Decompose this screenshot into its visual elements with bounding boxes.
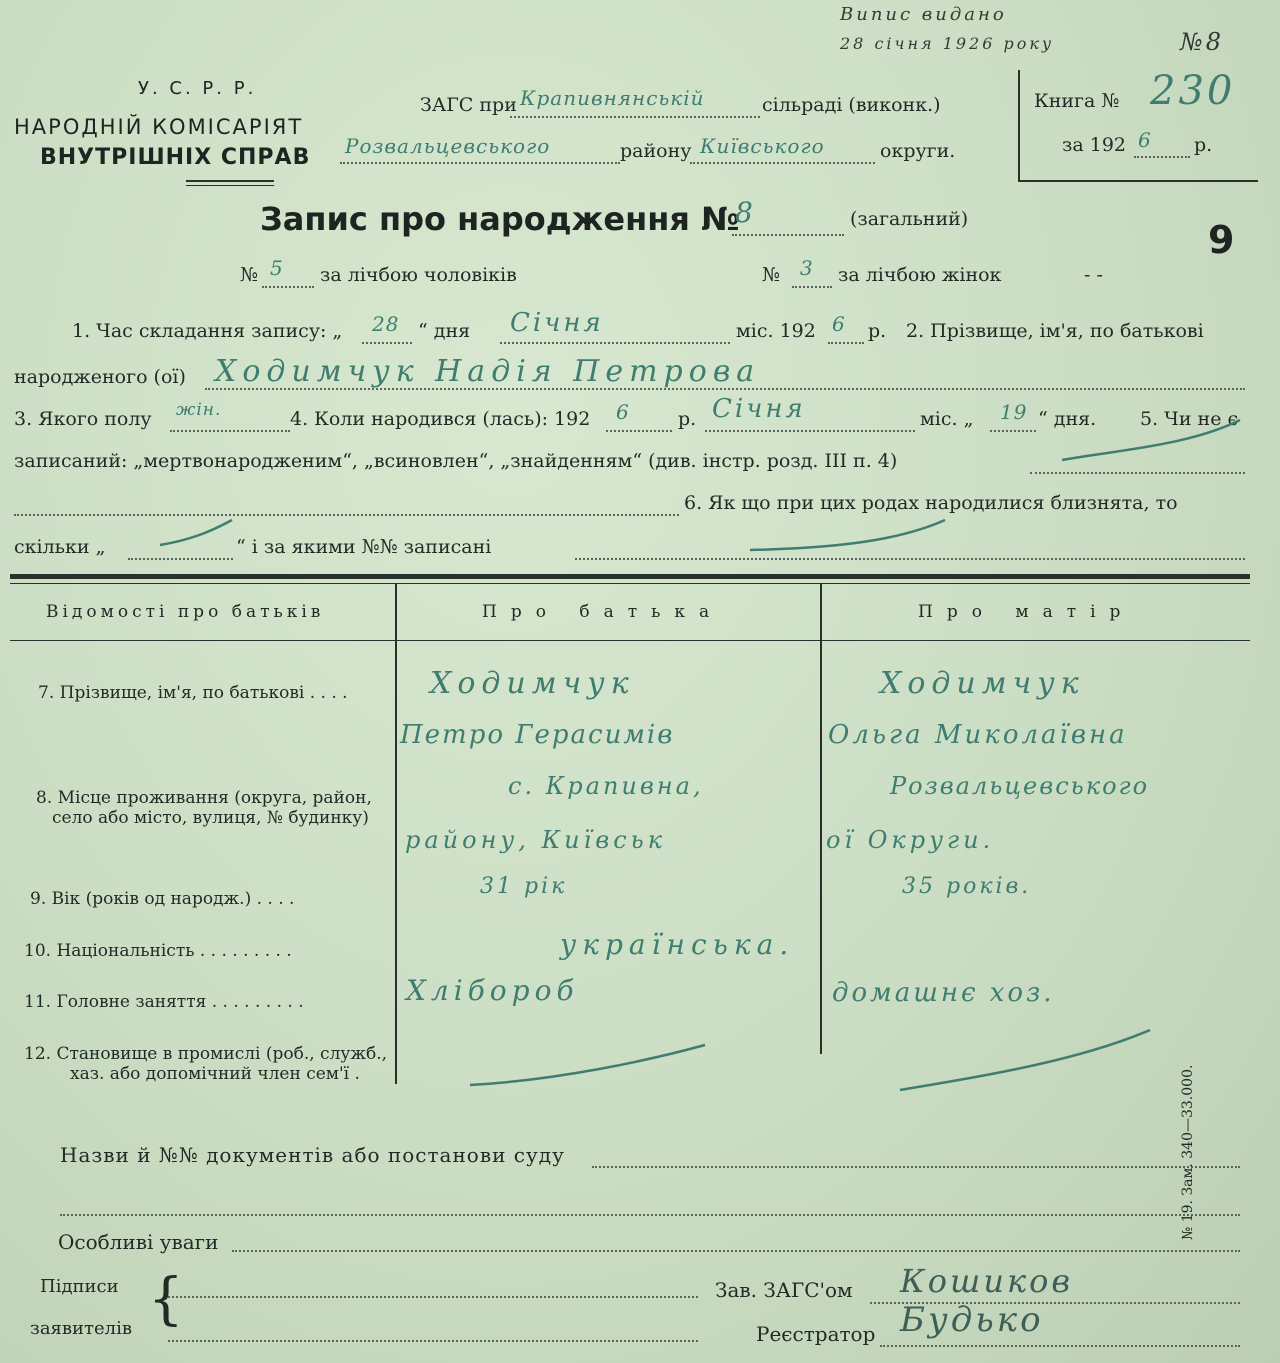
margin-print-number: № 19. Зам. 340—33.000. (1180, 1064, 1196, 1240)
stamp-number: 9 (1208, 218, 1235, 262)
row8-label2: село або місто, вулиця, № будинку) (52, 808, 369, 828)
signature-line2 (168, 1340, 698, 1342)
row8-mother-place: Розвальцевського (890, 772, 1150, 800)
district-label: району (620, 140, 692, 162)
row12-label2: хаз. або допомічний член сем'ї . (70, 1064, 360, 1084)
row9-mother-age: 35 років. (902, 874, 1032, 899)
row9-father-age: 31 рік (480, 874, 568, 899)
female-label: за лічбою жінок (838, 264, 1002, 286)
male-label: за лічбою чоловіків (320, 264, 517, 286)
head-signature: Кошиков (900, 1262, 1073, 1300)
field5-label2: записаний: „мертвонародженим“, „всиновлен“, „знайденням“ (див. інстр. розд. III п. 4) (14, 450, 898, 472)
corner-note-number: №8 (1180, 28, 1224, 56)
table-header-rule (10, 640, 1250, 641)
commissariat-line1: НАРОДНІЙ КОМІСАРІЯТ (14, 115, 304, 139)
docs-line2 (60, 1214, 1240, 1216)
record-general: (загальний) (850, 208, 969, 230)
docs-label: Назви й №№ документів або постанови суду (60, 1143, 565, 1167)
record-title: Запис про народження № (260, 200, 740, 238)
table-header-father: Про батька (482, 602, 724, 622)
field2-label: 2. Прізвище, ім'я, по батькові (906, 320, 1204, 342)
female-prefix: № (762, 264, 780, 286)
table-col-divider-2 (820, 584, 822, 1054)
field3-value: жін. (176, 400, 222, 420)
row7-label: 7. Прізвище, ім'я, по батькові . . . . (38, 683, 348, 703)
field6-label2a: скільки „ (14, 536, 106, 558)
field1-year-label: міс. 192 (736, 320, 816, 342)
row8-father-place: с. Крапивна, (508, 772, 704, 800)
row7-father-surname: Ходимчук (430, 666, 635, 701)
notes-line (232, 1250, 1240, 1252)
zags-village: Крапивнянській (520, 86, 705, 110)
field5-label: 5. Чи не є (1140, 408, 1239, 430)
table-header-info: Відомості про батьків (46, 602, 325, 622)
row10-label: 10. Національність . . . . . . . . . (24, 941, 292, 961)
row8-mother-okrug: ої Округи. (826, 826, 995, 854)
field4-mid: р. (678, 408, 697, 430)
table-top-rule (10, 574, 1250, 579)
table-col-divider-1 (395, 584, 397, 1084)
signatures-label1: Підписи (40, 1276, 119, 1297)
field1-day: 28 (372, 312, 400, 336)
republic-label: У. С. Р. Р. (138, 78, 257, 99)
registrar-sign-line (880, 1345, 1240, 1347)
male-number: 5 (270, 256, 284, 280)
row8-label: 8. Місце проживання (округа, район, (36, 788, 372, 808)
field4-month: Січня (712, 394, 806, 424)
book-year-suffix: р. (1194, 134, 1213, 156)
district-value: Розвальцевського (345, 134, 551, 158)
book-label: Книга № (1034, 90, 1120, 112)
field3-label: 3. Якого полу (14, 408, 152, 430)
female-number: 3 (800, 256, 814, 280)
notes-label: Особливі уваги (58, 1230, 219, 1254)
field1-label: 1. Час складання запису: „ (72, 320, 343, 342)
row8-father-district: району, Київськ (405, 826, 667, 854)
okrug-value: Київського (700, 134, 825, 158)
field6-label: 6. Як що при цих родах народилися близнята, то (684, 492, 1178, 514)
zags-prefix: ЗАГС при (420, 94, 517, 116)
field1-year: 6 (832, 312, 846, 336)
book-number: 230 (1150, 68, 1236, 114)
table-header-mother: Про матір (918, 602, 1135, 622)
male-prefix: № (240, 264, 258, 286)
field4-day: 19 (1000, 400, 1028, 424)
registrar-label: Реєстратор (756, 1322, 876, 1346)
docs-line (592, 1166, 1240, 1168)
row7-mother-surname: Ходимчук (880, 666, 1085, 701)
table-top-rule-thin (10, 583, 1250, 584)
field1-year-suffix: р. (868, 320, 887, 342)
row11-mother-occupation: домашнє хоз. (832, 978, 1055, 1008)
field4-year: 6 (616, 400, 630, 424)
female-dash: - - (1084, 264, 1103, 286)
row7-mother-name: Ольга Миколаївна (828, 720, 1128, 750)
row9-label: 9. Вік (років од народж.) . . . . (30, 889, 295, 909)
field2-value: Ходимчук Надія Петрова (215, 354, 761, 389)
row12-label: 12. Становище в промислі (роб., служб., (24, 1044, 388, 1064)
corner-note-line2: 28 січня 1926 року (840, 34, 1055, 53)
field6-label2b: “ і за якими №№ записані (236, 536, 492, 558)
row11-father-occupation: Хлібороб (406, 974, 579, 1007)
field4-month-suffix: міс. „ (920, 408, 974, 430)
commissariat-line2: ВНУТРІШНІХ СПРАВ (40, 145, 311, 170)
signature-line1 (168, 1296, 698, 1298)
field1-day-close: “ дня (418, 320, 471, 342)
record-number: 8 (735, 196, 756, 229)
head-label: Зав. ЗАГС'ом (715, 1278, 853, 1302)
okrug-label: округи. (880, 140, 956, 162)
registrar-signature: Будько (900, 1300, 1044, 1340)
zags-suffix: сільраді (виконк.) (762, 94, 941, 116)
signatures-brace: { (148, 1267, 184, 1332)
row11-label: 11. Головне заняття . . . . . . . . . (24, 992, 304, 1012)
book-year-digit: 6 (1138, 128, 1152, 152)
field2-label2: народженого (ої) (14, 366, 186, 388)
row10-nationality: українська. (560, 928, 795, 961)
field4-day-suffix: “ дня. (1038, 408, 1097, 430)
field1-month: Січня (510, 308, 604, 338)
book-year-prefix: за 192 (1062, 134, 1126, 156)
field4-label: 4. Коли народився (лась): 192 (290, 408, 591, 430)
row7-father-name: Петро Герасимів (400, 720, 675, 750)
signatures-label2: заявителів (30, 1318, 132, 1339)
corner-note-line1: Випис видано (840, 4, 1007, 25)
